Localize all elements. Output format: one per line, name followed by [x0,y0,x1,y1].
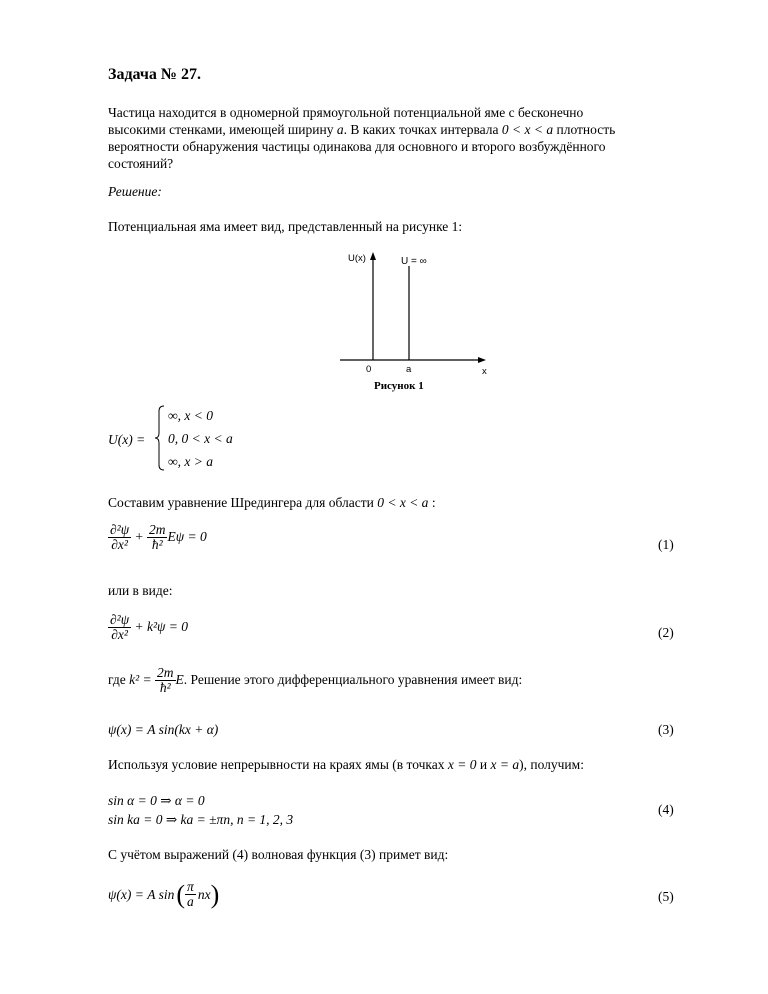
intro-text: Потенциальная яма имеет вид, представленный на рисунке 1: [108,219,463,234]
equation-5 [108,880,219,909]
eq4-line-1: sin α = 0 ⇒ α = 0 [108,793,205,808]
eq1-fraction-2: $\frac{2m}{\text{ħ²}}$ [148,522,166,553]
eq5-right-paren: ) [210,879,220,909]
piecewise-case-2: 0, 0 < x < a [168,431,233,446]
continuity-and: и [476,757,491,772]
eq4-line-2: sin ka = 0 ⇒ ka = ±πn, n = 1, 2, 3 [108,812,294,827]
wall-label: U = ∞ [401,256,427,267]
where-fraction: $\frac{2m}{\text{ħ²}}$ [157,665,174,696]
problem-line-2c: плотность [553,122,616,137]
piecewise-lhs: U(x) = [108,432,146,447]
piecewise-case-3: ∞, x > a [168,454,213,469]
interval-expr: 0 < x < a [501,122,554,137]
where-text: . Решение этого дифференциального уравнения имеет вид: [183,671,523,687]
page-title: Задача № 27. [108,66,201,83]
eq5-label: (5) [658,889,674,904]
eq1-plus: + [134,528,144,544]
eq2-label: (2) [658,625,674,640]
eq5-left-paren: ( [176,879,186,909]
eq2-fraction: $\frac{\text{∂²ψ}}{\text{∂x²}}$ [110,612,130,643]
piecewise-case-1: ∞, x < 0 [168,408,213,423]
eq1-rest: Eψ = 0 [167,528,207,544]
figure-caption: Рисунок 1 [374,380,424,392]
continuity-text-1: Используя условие непрерывности на краях ямы (в точках [108,757,448,772]
where-prefix: где [108,671,130,687]
equation-1 [108,523,207,552]
y-axis-label: U(x) [348,253,366,264]
schrodinger-intro-text: Составим уравнение Шредингера для области [108,495,378,510]
schrodinger-interval: 0 < x < a [377,495,429,510]
where-line [108,666,522,695]
eq1-label: (1) [658,537,674,552]
solution-label: Решение: [108,184,162,199]
x-axis-label: x [482,366,487,377]
schrodinger-colon: : [428,495,436,510]
problem-line-2a: высокими стенками, имеющей ширину [108,122,337,137]
continuity-line [108,757,584,773]
problem-line-4: состояний? [108,156,174,171]
continuity-point-2: x = a [490,757,520,772]
problem-line-2 [108,122,615,138]
where-k2: k² = [129,671,152,687]
schrodinger-intro [108,495,436,511]
problem-line-3: вероятности обнаружения частицы одинакова для основного и второго возбуждённого [108,139,606,154]
eq3-label: (3) [658,722,674,737]
piecewise-brace [155,405,165,471]
eq5-fraction: $\frac{\pi}{a}$ [187,879,194,910]
eq5-nx: nx [197,886,211,902]
potential-well-figure [330,248,500,378]
y-axis-arrow [370,252,376,260]
eq5-lhs: ψ(x) = A sin [108,886,175,902]
equation-2 [108,613,188,642]
continuity-point-1: x = 0 [447,757,477,772]
transition-text: С учётом выражений (4) волновая функция (3) примет вид: [108,847,449,862]
tick-zero: 0 [366,364,372,375]
eq2-rest: + k²ψ = 0 [134,618,189,634]
problem-line-1: Частица находится в одномерной прямоугольной потенциальной яме с бесконечно [108,105,584,120]
continuity-text-2: ), получим: [519,757,584,772]
or-form-text: или в виде: [108,583,173,598]
tick-a: a [406,364,412,375]
problem-line-2b: . В каких точках интервала [343,122,502,137]
eq4-label: (4) [658,802,674,817]
where-E: E [175,671,184,687]
equation-3: ψ(x) = A sin(kx + α) [108,722,219,737]
x-axis-arrow [478,357,486,363]
width-var: a [336,122,344,137]
eq1-fraction-1: $\frac{\text{∂²ψ}}{\text{∂x²}}$ [110,522,130,553]
